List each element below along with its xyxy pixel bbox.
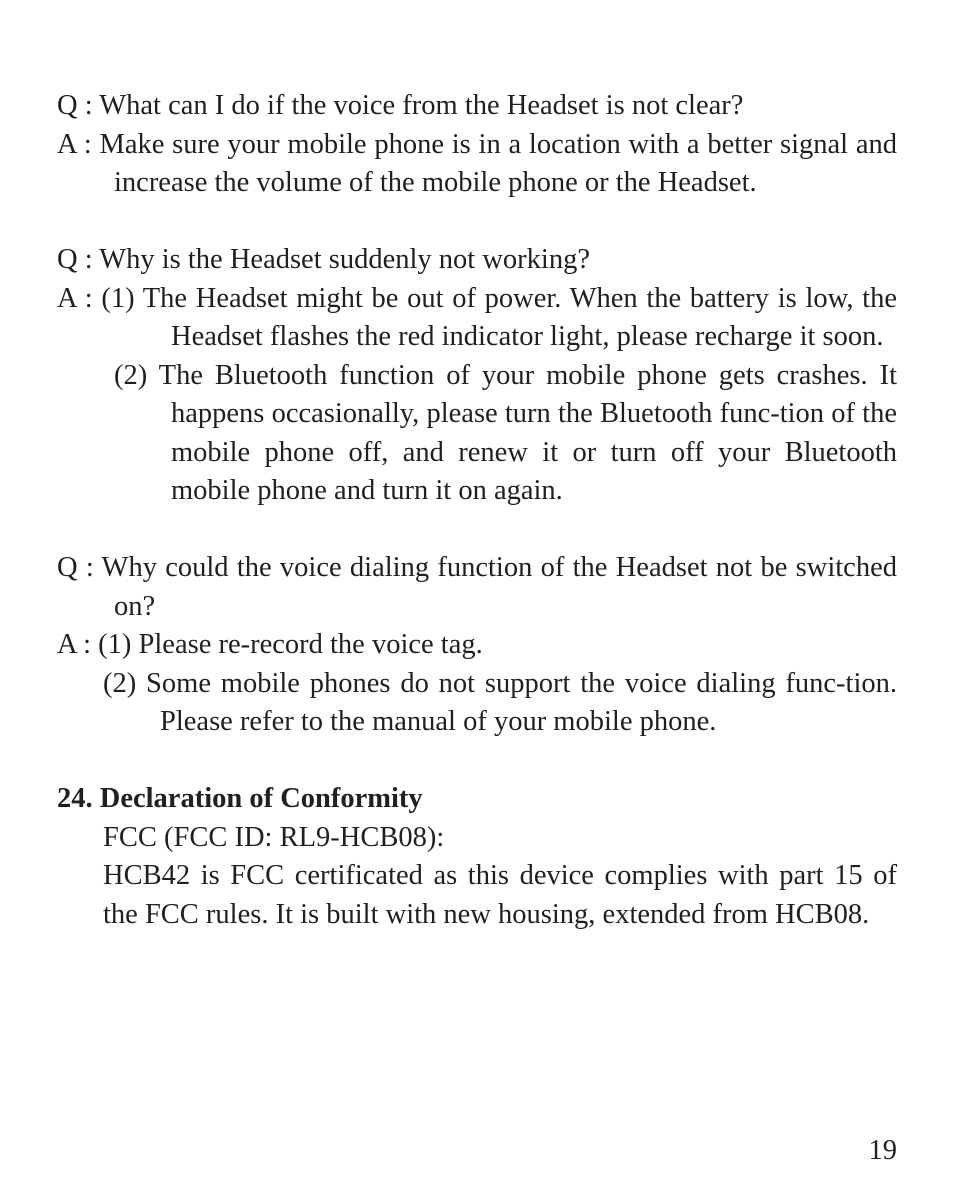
faq-answer-3-item-1: A : (1) Please re-record the voice tag. — [57, 629, 483, 660]
section-heading: 24. Declaration of Conformity — [57, 783, 423, 814]
manual-page — [57, 87, 897, 934]
faq-answer-1: A : Make sure your mobile phone is in a location with a better signal and increase the volume of the mobile phone or the Headset. — [57, 128, 897, 198]
faq-question-2: Q : Why is the Headset suddenly not working? — [57, 244, 590, 275]
declaration-body: HCB42 is FCC certificated as this device complies with part 15 of the FCC rules. It is built with new housing, extended from HCB08. — [103, 860, 897, 930]
faq-question-1: Q : What can I do if the voice from the Headset is not clear? — [57, 90, 744, 121]
faq-question-3: Q : Why could the voice dialing function of the Headset not be switched on? — [57, 552, 897, 622]
page-number: 19 — [868, 1135, 897, 1166]
fcc-id-line: FCC (FCC ID: RL9-HCB08): — [103, 821, 445, 853]
spacer — [57, 203, 897, 242]
spacer — [57, 742, 897, 781]
faq-answer-3-item-2: (2) Some mobile phones do not support the voice dialing func-tion. Please refer to the manual of your mobile phone. — [103, 667, 897, 737]
faq-answer-2-item-1: A : (1) The Headset might be out of power. When the battery is low, the Headset flashes the red indicator light, please recharge it soon. — [57, 282, 897, 352]
faq-answer-2-item-2: (2) The Bluetooth function of your mobile phone gets crashes. It happens occasionally, please turn the Bluetooth func-tion of the mobile phone off, and renew it or turn off your Bluetooth mobile phone and turn it on again. — [114, 359, 897, 506]
spacer — [57, 511, 897, 550]
